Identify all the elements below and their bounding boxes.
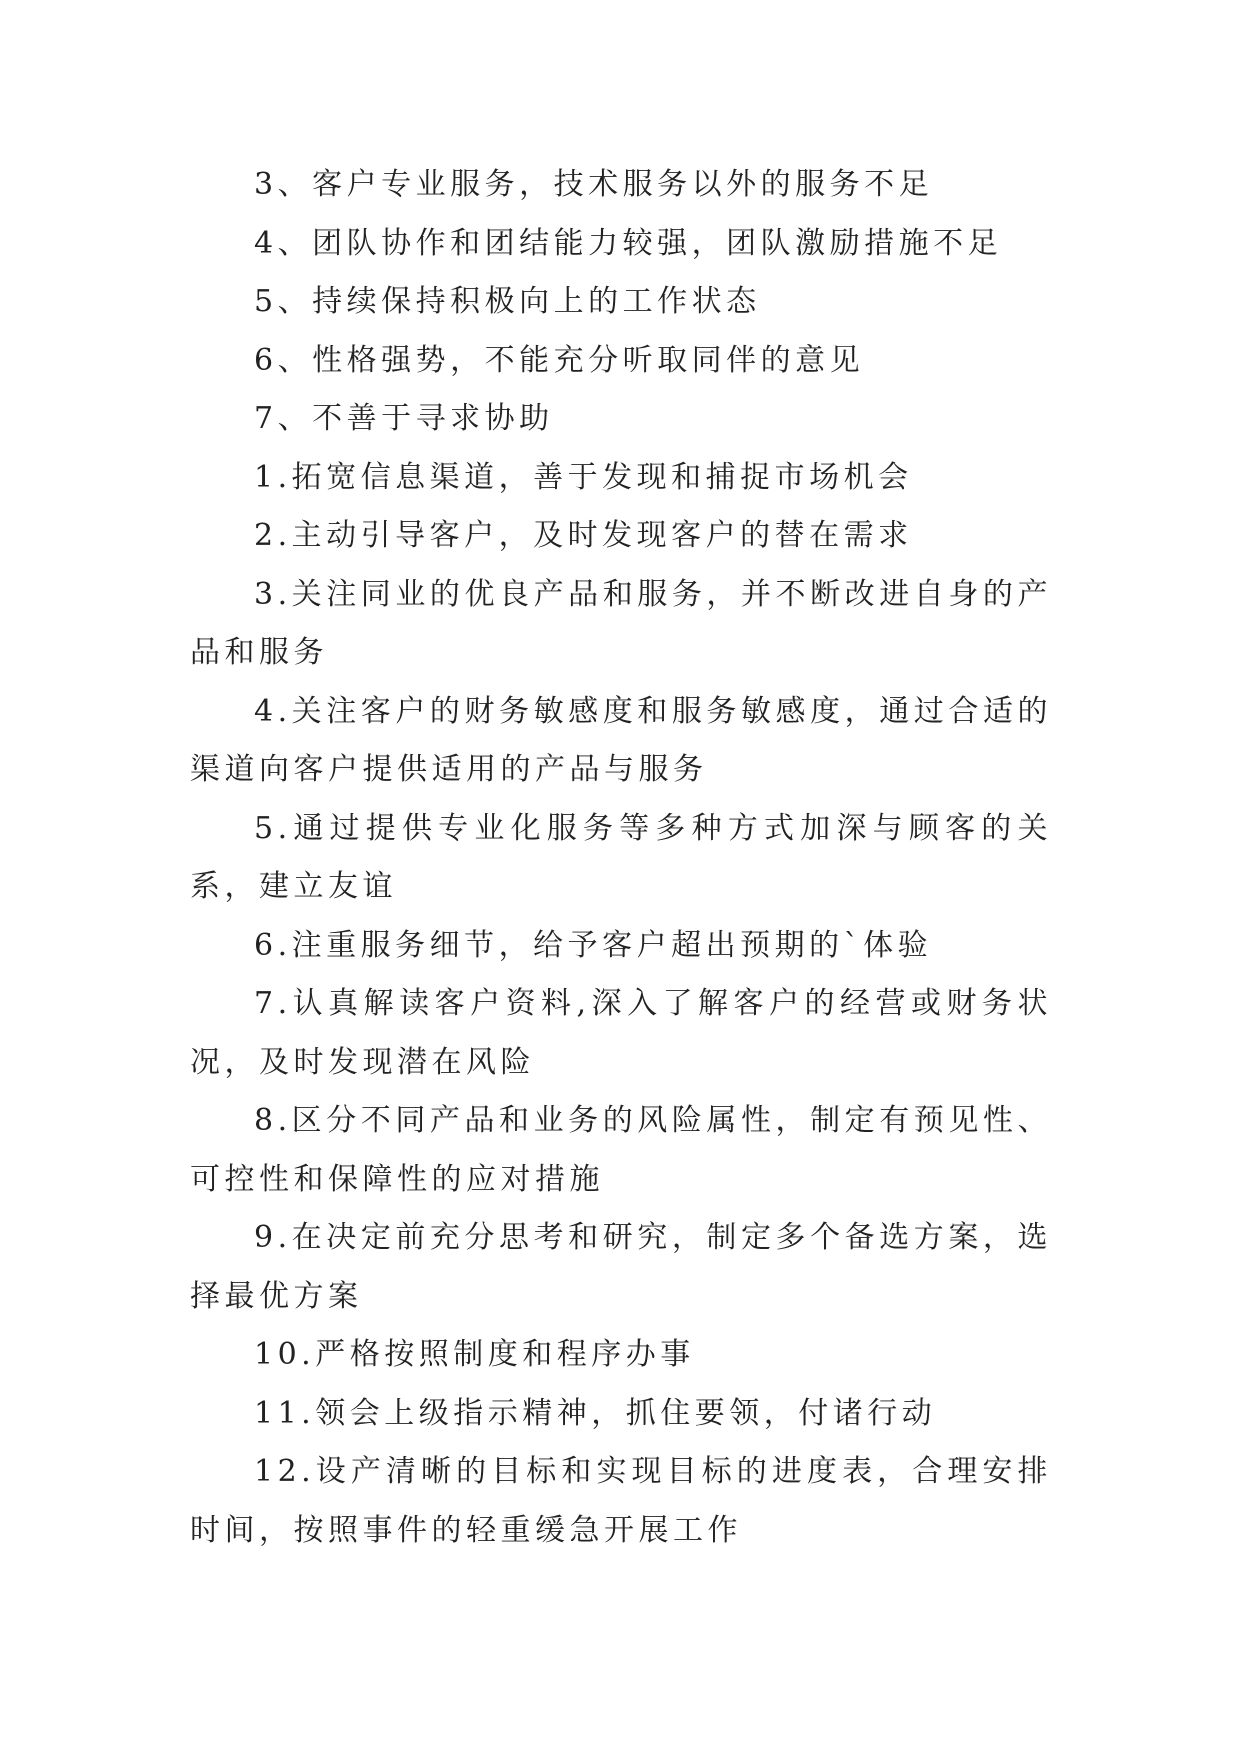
paragraph: 2.主动引导客户，及时发现客户的替在需求 bbox=[254, 518, 913, 553]
paragraph: 4.关注客户的财务敏感度和服务敏感度，通过合适的渠道向客户提供适用的产品与服务 bbox=[190, 693, 1052, 787]
paragraph: 10.严格按照制度和程序办事 bbox=[254, 1337, 695, 1372]
paragraph: 4、团队协作和团结能力较强，团队激励措施不足 bbox=[254, 225, 1003, 261]
paragraph: 6、性格强势，不能充分听取同伴的意见 bbox=[254, 342, 865, 378]
paragraph: 9.在决定前充分思考和研究，制定多个备选方案，选择最优方案 bbox=[190, 1220, 1052, 1314]
paragraph: 7.认真解读客户资料,深入了解客户的经营或财务状况，及时发现潜在风险 bbox=[190, 986, 1052, 1080]
paragraph: 6.注重服务细节，给予客户超出预期的`体验 bbox=[254, 927, 933, 963]
paragraph: 5、持续保持积极向上的工作状态 bbox=[254, 284, 761, 319]
paragraph: 3、客户专业服务，技术服务以外的服务不足 bbox=[254, 167, 934, 202]
paragraph: 11.领会上级指示精神，抓住要领，付诸行动 bbox=[254, 1395, 937, 1431]
paragraph: 1.拓宽信息渠道，善于发现和捕捉市场机会 bbox=[254, 459, 913, 495]
document-body bbox=[190, 156, 1052, 1560]
paragraph: 12.设产清晰的目标和实现目标的进度表，合理安排时间，按照事件的轻重缓急开展工作 bbox=[190, 1454, 1052, 1548]
paragraph: 5.通过提供专业化服务等多种方式加深与顾客的关系，建立友谊 bbox=[190, 810, 1052, 904]
paragraph: 7、不善于寻求协助 bbox=[254, 401, 554, 436]
paragraph: 8.区分不同产品和业务的风险属性，制定有预见性、可控性和保障性的应对措施 bbox=[190, 1103, 1052, 1197]
paragraph: 3.关注同业的优良产品和服务，并不断改进自身的产品和服务 bbox=[190, 576, 1052, 670]
